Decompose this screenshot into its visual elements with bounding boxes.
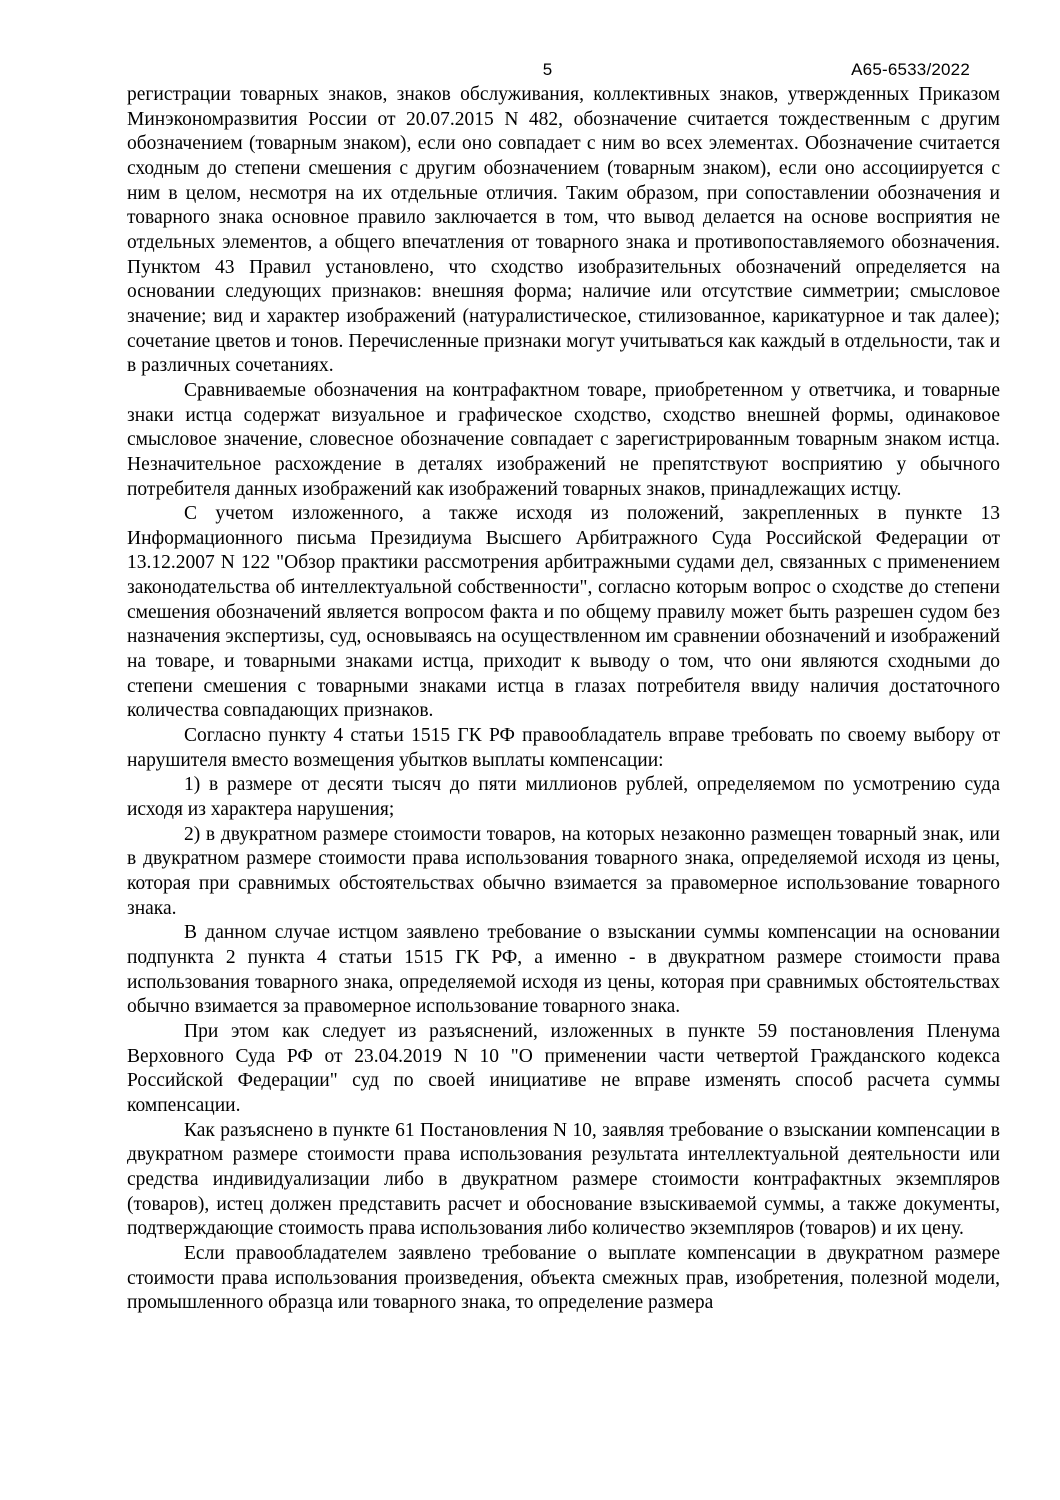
case-number: А65-6533/2022	[851, 60, 970, 79]
paragraph-compensation-option-1: 1) в размере от десяти тысяч до пяти миллионов рублей, определяемом по усмотрению суда исходя из характера нарушения;	[127, 774, 1000, 821]
paragraph-registration-rules: регистрации товарных знаков, знаков обслуживания, коллективных знаков, утвержденных Приказом Минэкономразвития России от 20.07.2015 N 482, обозначение считается тождественным с другим обозначением (товарным знаком), если оно совпадает с ним во всех элементах. Обозначение считается сходным до степени смешения с другим обозначением (товарным знаком), если оно ассоциируется с ним в целом, несмотря на их отдельные отличия. Таким образом, при сопоставлении обозначения и товарного знака основное правило заключается в том, что вывод делается на основе восприятия не отдельных элементов, а общего впечатления от товарного знака и противопоставляемого обозначения. Пунктом 43 Правил установлено, что сходство изобразительных обозначений определяется на основании следующих признаков: внешняя форма; наличие или отсутствие симметрии; смысловое значение; вид и характер изображений (натуралистическое, стилизованное, карикатурное и так далее); сочетание цветов и тонов. Перечисленные признаки могут учитываться как каждый в отдельности, так и в различных сочетаниях.	[127, 84, 1000, 377]
paragraph-plenum-59: При этом как следует из разъяснений, изложенных в пункте 59 постановления Пленума Верховного Суда РФ от 23.04.2019 N 10 "О применении части четвертой Гражданского кодекса Российской Федерации" суд по своей инициативе не вправе изменять способ расчета суммы компенсации.	[127, 1020, 1000, 1116]
paragraph-plenum-61: Как разъяснено в пункте 61 Постановления N 10, заявляя требование о взыскании компенсации в двукратном размере стоимости права использования результата интеллектуальной деятельности или средства индивидуализации либо в двукратном размере стоимости контрафактных экземпляров (товаров), истец должен представить расчет и обоснование взыскиваемой суммы, а также документы, подтверждающие стоимость права использования либо количество экземпляров (товаров) и их цену.	[127, 1119, 1000, 1240]
page-header	[127, 60, 1000, 82]
paragraph-vas-letter-122: С учетом изложенного, а также исходя из положений, закрепленных в пункте 13 Информационного письма Президиума Высшего Арбитражного Суда Российской Федерации от 13.12.2007 N 122 "Обзор практики рассмотрения арбитражными судами дел, связанных с применением законодательства об интеллектуальной собственности", согласно которым вопрос о сходстве до степени смешения обозначений является вопросом факта и по общему правилу может быть разрешен судом без назначения экспертизы, суд, основываясь на осуществленном им сравнении обозначений и изображений на товаре, и товарными знаками истца, приходит к выводу о том, что они являются сходными до степени смешения с товарными знаками истца в глазах потребителя ввиду наличия достаточного количества совпадающих признаков.	[127, 503, 1000, 722]
document-body	[127, 83, 1000, 1316]
paragraph-compensation-option-2: 2) в двукратном размере стоимости товаров, на которых незаконно размещен товарный знак, или в двукратном размере стоимости права использования товарного знака, определяемой исходя из цены, которая при сравнимых обстоятельствах обычно взимается за правомерное использование товарного знака.	[127, 823, 1000, 919]
paragraph-gk-1515-p4: Согласно пункту 4 статьи 1515 ГК РФ правообладатель вправе требовать по своему выбору от нарушителя вместо возмещения убытков выплаты компенсации:	[127, 725, 1000, 771]
page-number: 5	[542, 60, 553, 79]
paragraph-claim-basis: В данном случае истцом заявлено требование о взыскании суммы компенсации на основании подпункта 2 пункта 4 статьи 1515 ГК РФ, а именно - в двукратном размере стоимости права использования товарного знака, определяемой исходя из цены, которая при сравнимых обстоятельствах обычно взимается за правомерное использование товарного знака.	[127, 922, 1000, 1018]
paragraph-compared-designations: Сравниваемые обозначения на контрафактном товаре, приобретенном у ответчика, и товарные знаки истца содержат визуальное и графическое сходство, сходство внешней формы, одинаковое смысловое значение, словесное обозначение совпадает с зарегистрированным товарным знаком истца. Незначительное расхождение в деталях изображений не препятствуют восприятию у обычного потребителя данных изображений как изображений товарных знаков, принадлежащих истцу.	[127, 379, 1000, 500]
paragraph-double-cost-rule: Если правообладателем заявлено требование о выплате компенсации в двукратном размере стоимости права использования произведения, объекта смежных прав, изобретения, полезной модели, промышленного образца или товарного знака, то определение размера	[127, 1242, 1000, 1314]
